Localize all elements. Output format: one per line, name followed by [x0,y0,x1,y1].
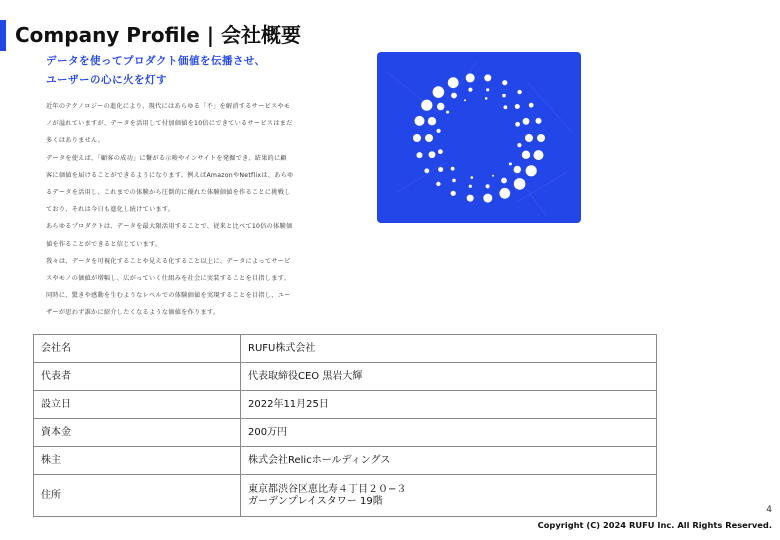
body-line: ザーが思わず誰かに紹介したくなるような価値を作ります。 [46,309,220,317]
row-value: RUFU株式会社 [241,335,657,363]
body-line: スやモノの価値が増幅し、広がっていく仕組みを社会に実装することを目指します。 [46,274,291,282]
page-title: Company Profile | 会社概要 [15,23,302,47]
logo-dot [509,162,512,165]
logo-dot [502,94,506,98]
logo-dot [525,134,533,142]
logo-dot [486,184,490,188]
logo-dot [486,88,489,91]
body-line: データを使えば、「顧客の成功」に繋がる示唆やインサイトを発掘でき、結果的に顧 [46,154,287,162]
logo-dot [421,100,432,111]
logo-dot [451,167,455,171]
logo-dot [448,77,459,88]
table-row [34,335,657,363]
logo-dot [483,194,492,203]
logo-dot [464,99,466,101]
body-line: あらゆるプロダクトは、データを最大限活用することで、従来と比べて10倍の体験価 [46,223,293,231]
body-line: 同時に、驚きや感動を生むようなレベルでの体験価値を実現することを目指し、ユー [46,292,291,300]
logo-dot [438,167,443,172]
table-row [34,419,657,447]
table-row [34,391,657,419]
body-line: るデータを活用し、これまでの体験から圧倒的に優れた体験価値を作ることに挑戦し [46,188,291,196]
title-accent-bar [0,20,6,51]
row-label: 代表者 [34,363,241,391]
row-label: 住所 [34,475,241,517]
logo-dot [437,103,444,110]
logo-dot [517,143,521,147]
row-value: 2022年11月25日 [241,391,657,419]
logo-dot [515,122,520,127]
logo-dot [484,74,491,81]
lead-line: ユーザーの心に火を灯す [46,74,167,86]
logo-dot [485,97,488,100]
table-row [34,475,657,517]
logo-dot [536,118,542,124]
body-line: 我々は、データを可視化することや見える化すること以上に、データによってサービ [46,257,291,265]
row-value: 200万円 [241,419,657,447]
lead-line: データを使ってプロダクト価値を伝播させ、 [46,55,266,67]
logo-dot [425,134,433,142]
logo-dot [438,149,443,154]
logo-dot [413,134,421,142]
logo-dot [467,195,474,202]
row-label: 会社名 [34,335,241,363]
logo-dot [504,105,508,109]
dot-ring-logo-icon [377,52,581,223]
logo-dot [468,88,472,92]
logo-dot [501,178,507,184]
body-line: 近年のテクノロジーの進化により、現代にはあらゆる「不」を解消するサービスやモ [46,103,291,110]
copyright-text: Copyright (C) 2024 RUFU Inc. All Rights Reserved. [537,520,772,530]
hero-image [377,52,581,223]
logo-dot [417,152,423,158]
logo-dot [428,117,436,125]
logo-dot [523,118,530,125]
row-label: 設立日 [34,391,241,419]
logo-dot [415,116,425,126]
logo-dot [526,165,537,176]
row-value: 株式会社Relicホールディングス [241,447,657,475]
logo-dot [514,166,521,173]
logo-dot [514,178,526,190]
logo-dot [452,179,456,183]
company-info-table [33,334,657,517]
body-line: 値を作ることができると信じています。 [46,240,162,248]
logo-dot [446,111,449,114]
logo-dot [537,134,545,142]
row-value: 東京都渋谷区恵比寿４丁目２０−３ ガーデンプレイスタワー 19階 [241,475,657,517]
logo-dot [534,150,544,160]
logo-dot [471,176,474,179]
logo-dot [529,103,534,108]
body-line: ており、それは今日も進化し続けています。 [46,206,175,214]
body-line: ノが溢れていますが、データを活用して付加価値を10倍にできているサービスはまだ [46,120,293,128]
logo-dot [502,80,507,85]
logo-dot [492,175,494,177]
logo-dot [429,151,436,158]
logo-dot [437,129,441,133]
logo-dot [436,182,440,186]
mission-body [46,98,346,321]
logo-dot [517,90,521,94]
logo-dot [515,104,520,109]
body-line: 客に価値を届けることができるようになります。例えばAmazonやNetflixは、あらゆ [46,171,294,179]
logo-dot [522,151,530,159]
row-label: 株主 [34,447,241,475]
table-row [34,447,657,475]
lead-heading [46,52,346,90]
logo-dot [433,86,445,98]
body-line: 多くはありません。 [46,137,105,145]
logo-dot [499,188,510,199]
logo-dot [424,168,429,173]
table-row [34,363,657,391]
logo-dot [466,73,475,82]
logo-dot [451,191,456,196]
row-value: 代表取締役CEO 黒岩大輝 [241,363,657,391]
logo-dot [469,185,472,188]
row-label: 資本金 [34,419,241,447]
logo-dot [451,93,457,99]
page-number: 4 [766,505,772,515]
